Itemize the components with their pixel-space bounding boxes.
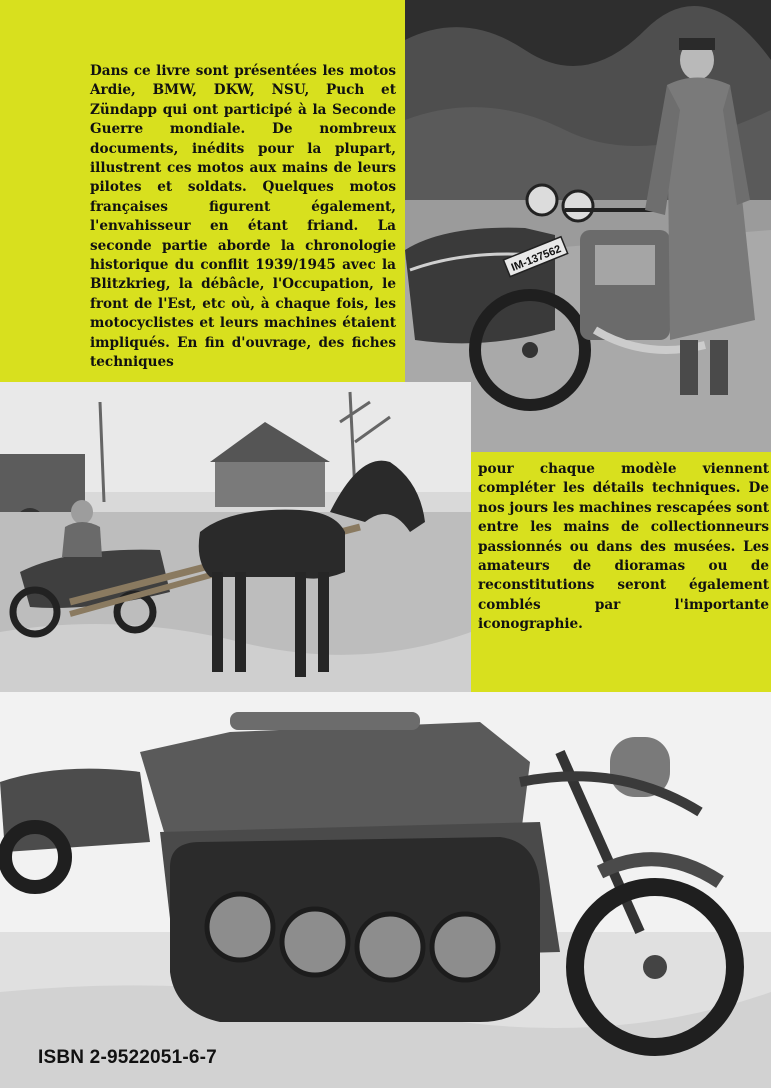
blurb-text-part-2: pour chaque modèle viennent compléter les détails techniques. De nos jours les machines rescapées sont entre les mains de collectionneurs passionnés ou dans des musées. Les amateurs de dioramas ou de reconstitutions seront également comblés par l'importante iconographie. — [478, 461, 770, 633]
license-plate-text: IM-137562 — [509, 243, 563, 274]
photo-horse-sidecar — [0, 382, 471, 692]
isbn-label: ISBN 2-9522051-6-7 — [38, 1047, 217, 1068]
photo-kettenkrad — [0, 692, 771, 1088]
blurb-text-part-1: Dans ce livre sont présentées les motos Ardie, BMW, DKW, NSU, Puch et Zündapp qui ont participé à la Seconde Guerre mondiale. De nombreux documents, inédits pour la plupart, illustrent ces motos aux mains de leurs pilotes et soldats. Quelques motos françaises figurent également, l'envahisseur en étant friand. La seconde partie aborde la chronologie historique du conflit 1939/1945 avec la Blitzkrieg, la débâcle, l'Occupation, le front de l'Est, etc où, à chaque fois, les motocyclistes et leurs machines étaient impliqués. En fin d'ouvrage, des fiches techniques — [90, 63, 396, 371]
